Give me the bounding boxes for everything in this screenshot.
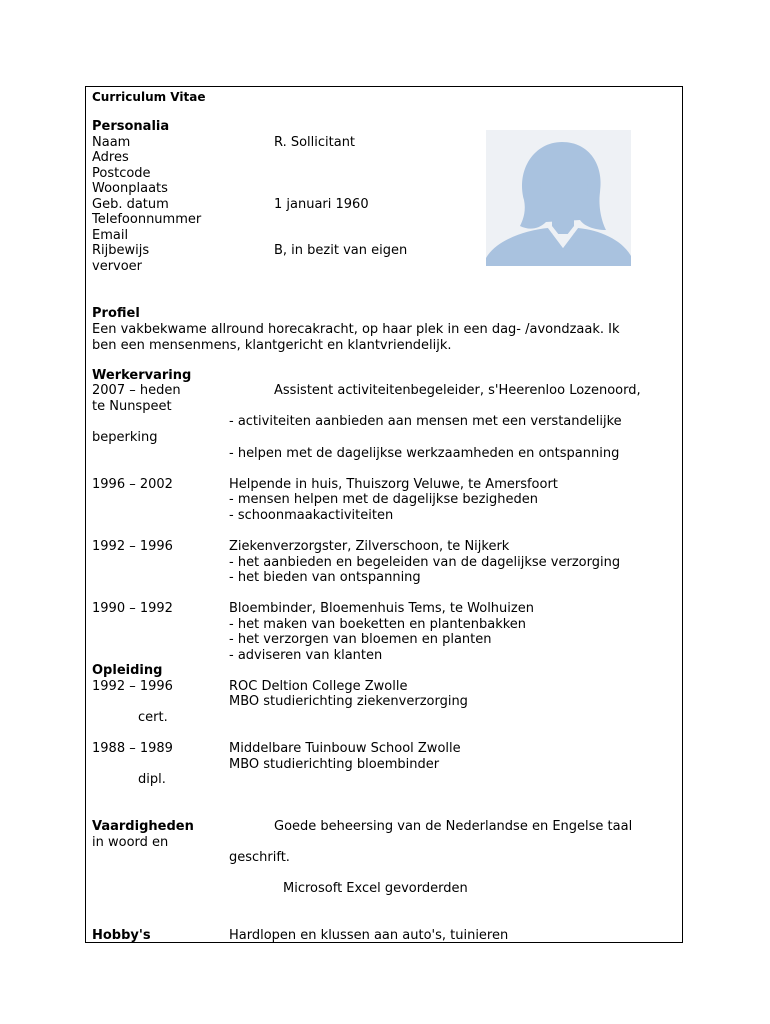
- document-title: Curriculum Vitae: [92, 90, 206, 104]
- label-geb-datum: Geb. datum: [92, 197, 169, 212]
- job3-period: 1992 – 1996: [92, 539, 173, 554]
- profiel-line-2: ben een mensenmens, klantgericht en klantvriendelijk.: [92, 338, 452, 353]
- label-telefoonnummer: Telefoonnummer: [92, 212, 202, 227]
- job4-task-3: - adviseren van klanten: [229, 648, 383, 663]
- job1-title: Assistent activiteitenbegeleider, s'Heerenloo Lozenoord,: [274, 383, 641, 398]
- job4-title: Bloembinder, Bloemenhuis Tems, te Wolhuizen: [229, 601, 534, 616]
- job3-task-2: - het bieden van ontspanning: [229, 570, 421, 585]
- label-rijbewijs: Rijbewijs: [92, 243, 150, 258]
- label-vervoer: vervoer: [92, 259, 143, 274]
- edu2-period: 1988 – 1989: [92, 741, 173, 756]
- vaardigheden-line-1: Goede beheersing van de Nederlandse en Engelse taal: [274, 819, 633, 834]
- job4-task-1: - het maken van boeketten en plantenbakken: [229, 617, 527, 632]
- edu1-period: 1992 – 1996: [92, 679, 173, 694]
- job1-period: 2007 – heden: [92, 383, 181, 398]
- job1-place: te Nunspeet: [92, 399, 172, 414]
- personalia-heading: Personalia: [92, 119, 170, 134]
- job3-task-1: - het aanbieden en begeleiden van de dagelijkse verzorging: [229, 555, 621, 570]
- label-adres: Adres: [92, 150, 129, 165]
- hobbys-text: Hardlopen en klussen aan auto's, tuinieren: [229, 928, 509, 943]
- job2-title: Helpende in huis, Thuiszorg Veluwe, te Amersfoort: [229, 477, 558, 492]
- job2-period: 1996 – 2002: [92, 477, 173, 492]
- profiel-line-1: Een vakbekwame allround horecakracht, op haar plek in een dag- /avondzaak. Ik: [92, 322, 620, 337]
- value-rijbewijs: B, in bezit van eigen: [274, 243, 408, 258]
- vaardigheden-line-2: geschrift.: [229, 850, 290, 865]
- value-geb-datum: 1 januari 1960: [274, 197, 369, 212]
- edu1-school: ROC Deltion College Zwolle: [229, 679, 408, 694]
- edu1-result: cert.: [138, 710, 168, 725]
- female-avatar-icon: [486, 130, 631, 266]
- label-naam: Naam: [92, 135, 131, 150]
- label-email: Email: [92, 228, 129, 243]
- edu2-study: MBO studierichting bloembinder: [229, 757, 440, 772]
- value-naam: R. Sollicitant: [274, 135, 356, 150]
- label-woonplaats: Woonplaats: [92, 181, 168, 196]
- vaardigheden-line-1-cont: in woord en: [92, 835, 169, 850]
- edu1-study: MBO studierichting ziekenverzorging: [229, 694, 468, 709]
- job4-period: 1990 – 1992: [92, 601, 173, 616]
- edu2-school: Middelbare Tuinbouw School Zwolle: [229, 741, 461, 756]
- edu2-result: dipl.: [138, 772, 166, 787]
- vaardigheden-heading: Vaardigheden: [92, 819, 194, 834]
- job3-title: Ziekenverzorgster, Zilverschoon, te Nijkerk: [229, 539, 510, 554]
- hobbys-heading: Hobby's: [92, 928, 151, 943]
- vaardigheden-line-3: Microsoft Excel gevorderden: [283, 881, 468, 896]
- job2-task-2: - schoonmaakactiviteiten: [229, 508, 394, 523]
- werkervaring-heading: Werkervaring: [92, 368, 192, 383]
- job1-task-2: - helpen met de dagelijkse werkzaamheden en ontspanning: [229, 446, 620, 461]
- job4-task-2: - het verzorgen van bloemen en planten: [229, 632, 492, 647]
- job2-task-1: - mensen helpen met de dagelijkse bezigheden: [229, 492, 539, 507]
- profiel-heading: Profiel: [92, 306, 140, 321]
- label-postcode: Postcode: [92, 166, 151, 181]
- opleiding-heading: Opleiding: [92, 663, 163, 678]
- job1-task-1: - activiteiten aanbieden aan mensen met een verstandelijke: [229, 414, 622, 429]
- job1-task-1-cont: beperking: [92, 430, 158, 445]
